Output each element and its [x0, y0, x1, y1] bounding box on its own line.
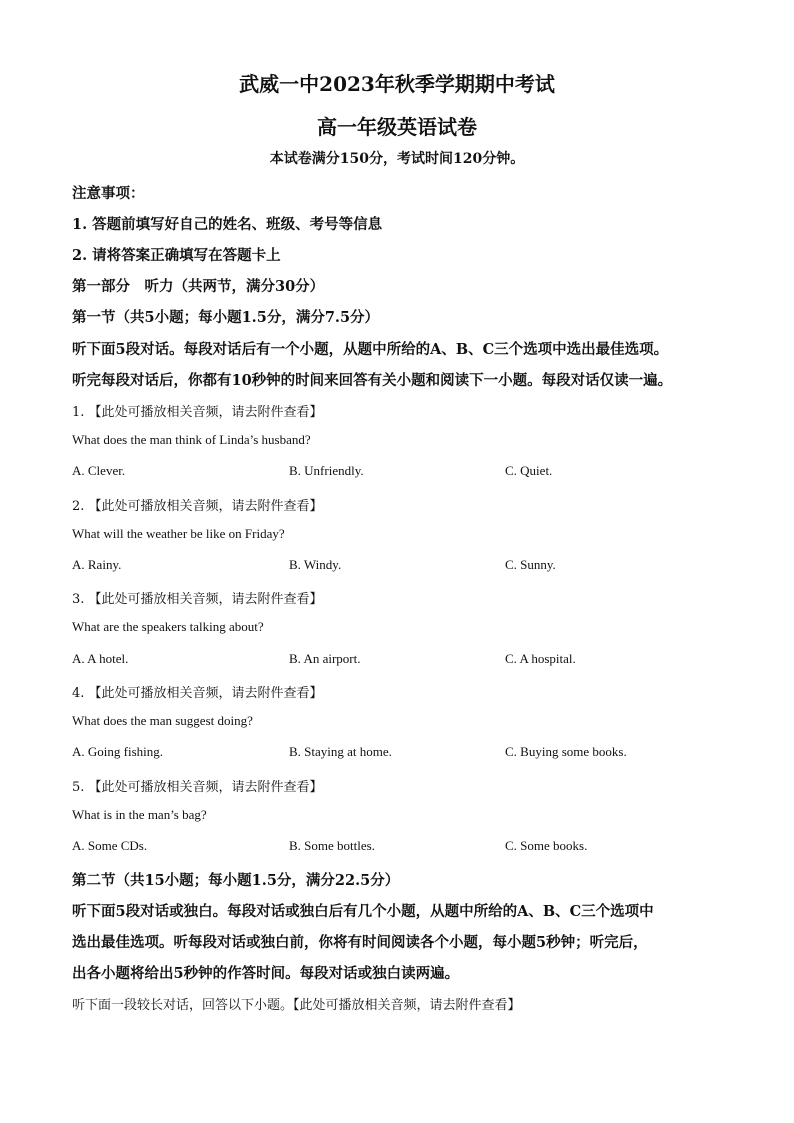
audio-placeholder[interactable]: 4. 【此处可播放相关音频，请去附件查看】 [72, 686, 323, 701]
section2-instruction: 选出最佳选项。听每段对话或独白前，你将有时间阅读各个小题，每小题5秒钟；听完后， [72, 934, 648, 951]
option-a: A. Going fishing. [72, 744, 163, 759]
notes-heading: 注意事项： [72, 185, 145, 202]
note-item: 2. 请将答案正确填写在答题卡上 [72, 247, 281, 264]
option-c: C. Some books. [505, 838, 588, 853]
section2-heading: 第二节（共15小题；每小题1.5分，满分22.5分） [72, 872, 400, 889]
option-c: C. Quiet. [505, 463, 553, 478]
section2-instruction: 听下面5段对话或独白。每段对话或独白后有几个小题，从题中所给的A、B、C三个选项中 [72, 903, 654, 920]
exam-info: 本试卷满分150分，考试时间120分钟。 [269, 151, 525, 167]
exam-title: 武威一中2023年秋季学期期中考试 [239, 72, 555, 96]
question-text: What are the speakers talking about? [72, 619, 264, 634]
question-text: What does the man suggest doing? [72, 713, 253, 728]
exam-subtitle: 高一年级英语试卷 [317, 115, 477, 139]
section1-heading: 第一节（共5小题；每小题1.5分，满分7.5分） [72, 309, 380, 326]
option-c: C. Sunny. [505, 557, 556, 572]
option-b: B. Staying at home. [289, 744, 392, 759]
option-b: B. Windy. [289, 557, 342, 572]
option-c: C. A hospital. [505, 651, 576, 666]
audio-placeholder[interactable]: 2. 【此处可播放相关音频，请去附件查看】 [72, 499, 323, 514]
question-text: What does the man think of Linda’s husband? [72, 432, 311, 447]
audio-placeholder[interactable]: 1. 【此处可播放相关音频，请去附件查看】 [72, 405, 323, 420]
audio-placeholder[interactable]: 3. 【此处可播放相关音频，请去附件查看】 [72, 592, 323, 607]
option-a: A. Some CDs. [72, 838, 148, 853]
option-b: B. Some bottles. [289, 838, 375, 853]
audio-placeholder[interactable]: 5. 【此处可播放相关音频，请去附件查看】 [72, 780, 323, 795]
option-a: A. Rainy. [72, 557, 122, 572]
section1-instruction: 听完每段对话后，你都有10秒钟的时间来回答有关小题和阅读下一小题。每段对话仅读一遍。 [72, 372, 673, 389]
option-c: C. Buying some books. [505, 744, 627, 759]
note-item: 1. 答题前填写好自己的姓名、班级、考号等信息 [72, 216, 383, 233]
option-b: B. An airport. [289, 651, 361, 666]
question-text: What will the weather be like on Friday? [72, 526, 285, 541]
section2-prompt[interactable]: 听下面一段较长对话，回答以下小题。【此处可播放相关音频，请去附件查看】 [72, 998, 521, 1013]
section2-instruction: 出各小题将给出5秒钟的作答时间。每段对话或独白读两遍。 [72, 965, 460, 982]
option-a: A. Clever. [72, 463, 126, 478]
section1-instruction: 听下面5段对话。每段对话后有一个小题，从题中所给的A、B、C三个选项中选出最佳选项。 [72, 341, 669, 358]
option-b: B. Unfriendly. [289, 463, 364, 478]
question-text: What is in the man’s bag? [72, 807, 207, 822]
option-a: A. A hotel. [72, 651, 129, 666]
part1-heading: 第一部分 听力（共两节，满分30分） [72, 278, 325, 295]
